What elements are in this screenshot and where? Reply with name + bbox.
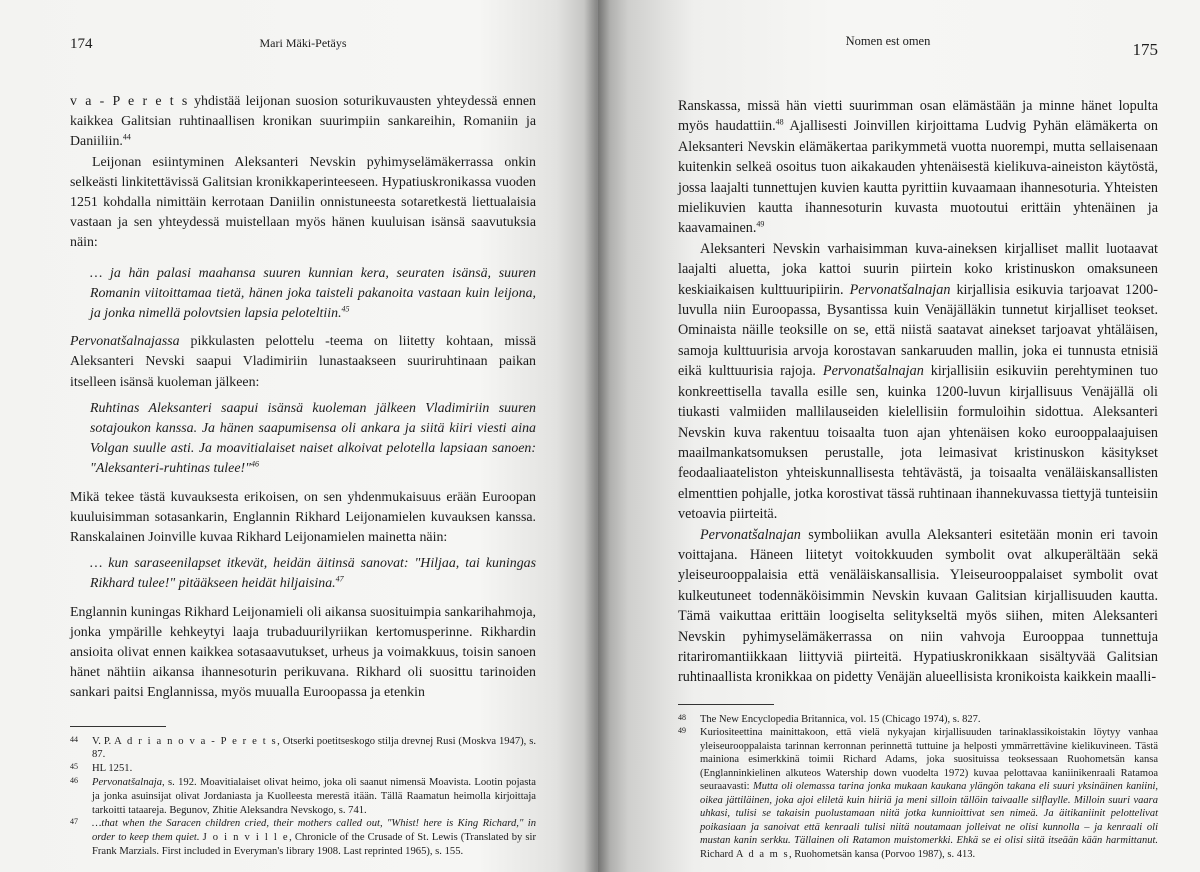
footnote-ref: 46	[250, 459, 259, 469]
italic-text: Pervonatšalnaja	[92, 777, 163, 789]
block-quote	[70, 554, 536, 594]
paragraph	[70, 332, 536, 393]
footnote-text	[700, 713, 1158, 727]
footnote-number: 44	[70, 734, 78, 744]
footnote-number: 45	[70, 762, 78, 772]
page-number-left: 174	[70, 36, 93, 52]
text-run: V. P.	[92, 735, 115, 747]
text-run: … ja hän palasi maahansa suuren kunnian kera, seuraten isänsä, suuren Romanin viitoittamaa tietä, hänen joka taisteli pakanoita vastaan kuin leijona, ja jonka nimellä polovtsien lapsia peloteltiin.	[90, 265, 536, 322]
left-footnotes	[70, 735, 536, 859]
italic-text: Pervonatšalnajassa	[70, 334, 180, 350]
paragraph	[70, 488, 536, 549]
text-run: , Otserki poetitseskogo stilja drevnej Rusi (Moskva 1947), s. 87.	[92, 735, 536, 761]
footnote-text	[92, 776, 536, 817]
footnote	[678, 713, 1158, 727]
footnote-rule-left	[70, 726, 166, 727]
italic-text: Mutta oli olemassa tarina jonka mukaan kaukana ylängön takana eli suuri yksinäinen kaniini, oikea jättiläinen, joka ajoi eliletä kuin hiiriä ja meni silloin tällöin taivaalle silflaylle. Milloin suuri vaara uhkasi, tulisi se takaisin puolustamaan niitä jotka kunnioittivat sen nimeä. Ja äitikaniinit pelottelivat poikasiaan ja sanoivat että kenraali tulisi niitä noutamaan jolleivat ne olisi kunnolla – ja kenraali oli mustan kanin serkku. Tällainen oli Ratamon muistomerkki. Ehkä se ei olisi siitä itseään kään harmittanut.	[700, 781, 1158, 847]
paragraph	[70, 603, 536, 704]
text-run: , Chronicle of the Crusade of St. Lewis (Translated by sir Frank Marzials. First included in Everyman's library 1908. Last reprinted 1965), s. 155.	[92, 832, 536, 858]
text-run: … kun saraseenilapset itkevät, heidän äitinsä sanovat: "Hiljaa, tai kuningas Rikhard tulee!" pitääkseen heidät hiljaisina.	[90, 556, 536, 592]
text-run: , s. 192. Moavitialaiset olivat heimo, joka oli saanut nimensä Moavista. Lootin pojasta ja jonka asuinsijat olivat Jordaniasta ja Kuolleesta merestä itään. Tällä Raamatun heimolla kirjoittaja tarkoitti tataareja. Begunov, Zhitie Aleksandra Nevskogo, s. 741.	[92, 777, 536, 816]
text-run: kirjallisia esikuvia tarjoavat 1200-luvulla niin Euroopassa, Bysantissa kuin Venäjälläkin tunnetut kirjalliset teokset. Ominaista näille teoksille on se, että niistä saatavat ainekset tarjoavat yhtäläisen, samoja kulttuurisia arvoja korostavan sankaruuden mallin, joka ei tunnusta etnisiä eikä kulttuurisia rajoja.	[678, 281, 1158, 380]
paragraph	[70, 153, 536, 254]
footnote-text	[92, 762, 536, 776]
page-number-right: 175	[1132, 40, 1158, 59]
block-quote	[70, 399, 536, 480]
footnote-ref: 47	[335, 574, 344, 584]
footnote-ref: 45	[341, 304, 350, 314]
text-run: symboliikan avulla Aleksanteri esitetään monin eri tavoin voittajana. Häneen liitetyt voitokkuuden symbolit ovat alkuperältään sekä yleiseurooppalaisia että venäläiskansallisia. Yleiseurooppalaiset symbolit ovat kulkeutuneet todennäköisimmin Nevskin kuvaan Galitsian kirjallisuuden kautta. Tämä vaikuttaa erittäin loogiselta selitykseltä myös siihen, miten Aleksanteri Nevskin pyhimyselämäkerrassa on niin vahvoja Eurooppaa tunnettuja ritariromantiikkaan liittyviä piirteitä. Hypatiuskronikkaan sisältyvää Galitsian ruhtinaallista kronikkaa on pidetty Venäjän alueellisista kronikoista kaikkein maalli-	[678, 526, 1158, 686]
footnote	[70, 735, 536, 763]
left-page-body	[70, 92, 536, 704]
footnote-text	[92, 735, 536, 763]
italic-text: Pervonatšalnajan	[822, 363, 924, 380]
spaced-name: A d a m s	[735, 848, 790, 860]
text-run: HL 1251.	[92, 763, 133, 775]
italic-text: Pervonatšalnajan	[849, 281, 951, 298]
footnote-ref: 44	[122, 132, 131, 142]
italic-text: Pervonatšalnajan	[700, 526, 801, 543]
paragraph	[70, 92, 536, 153]
spaced-name: J o i n v i l l e	[202, 832, 290, 844]
paragraph	[678, 239, 1158, 525]
text-run: Aleksanteri Nevskin varhaisimman kuva-aineksen kirjalliset mallit luotaavat laajalti aluetta, joka kattoi suurin piirtein koko kristinuskon omaksuneen keskiaikaisen kulttuuripiirin.	[678, 240, 1158, 298]
text-run: Richard	[700, 848, 736, 860]
text-run: Ranskassa, missä hän vietti suurimman osan elämästään ja minne hänet lopulta myös haudattiin.	[678, 98, 1158, 135]
footnote	[70, 817, 536, 858]
footnote-number: 46	[70, 776, 78, 786]
paragraph	[678, 525, 1158, 688]
book-gutter	[584, 0, 610, 872]
paragraph	[678, 96, 1158, 239]
footnote-ref: 49	[756, 219, 765, 229]
text-run: Ruhtinas Aleksanteri saapui isänsä kuoleman jälkeen Vladimiriin suuren sotajoukon kanssa. Ja hänen saapumisensa oli ankara ja siitä kiiri viesti aina Volgan suulle asti. Ja moavitialaiset naiset alkoivat pelotella lapsiaan sanoen: "Aleksanteri-ruhtinas tulee!"	[90, 400, 536, 477]
right-page-body	[678, 96, 1158, 688]
footnote	[678, 726, 1158, 861]
running-header-left	[70, 28, 536, 68]
text-run: kirjallisiin esikuviin perehtyminen tuo konkreettisella tavalla esille sen, kuinka 1200-luvun kirjallisuus Venäjällä oli tiukasti valmiiden mallilauseiden kielellisiin formuloihin sidottua. Aleksanteri Nevskin kuva rakentuu toisaalta tuon ajan yhtenäisen koko eurooppalaajuisen maailmankatsomuksen perustalle, jota leimasivat kristinuskon käsitykset feodaaliaateliston yhteiskunnallisesta tehtävästä, ja toisaalta venäläiskansallisten elmenttien pohjalle, jotka korostivat tässä ruhtinaan ihannekuvassa tiettyjä tunteisiin vetoavia piirteitä.	[678, 363, 1158, 523]
footnote-number: 47	[70, 817, 78, 827]
text-run: Ajallisesti Joinvillen kirjoittama Ludvig Pyhän elämäkerta on Aleksanteri Nevskin elämäkertaa parikymmetä vuotta nuorempi, mutta sellaisenaan kuitenkin selkeä osoitus tuon aikakauden yhtenäisestä kielikuva-aineiston käytöstä, jossa laajalti tunnettujen kuvien kautta pyrittiin kuvaamaan ihannesoturia. Yhteisten mielikuvien kautta ihannesoturin kuvasta muotoutui erittäin yhtenäinen ja kaavamainen.	[678, 118, 1158, 237]
block-quote	[70, 264, 536, 325]
text-run: Leijonan esiintyminen Aleksanteri Nevskin pyhimyselämäkerrassa onkin selkeästi linkitettävissä Galitsian kronikkaperinteeseen. Hypatiuskronikassa vuoden 1251 kohdalla nimittäin kerrotaan Daniilin onnistuneesta sotaretkestä liettualaisia vastaan ja sen yhteydessä muistellaan myös hänen kuuluisan isänsä saavutuksia näin:	[70, 154, 536, 251]
footnote	[70, 776, 536, 817]
text-run: Mikä tekee tästä kuvauksesta erikoisen, on sen yhdenmukaisuus erään Euroopan kuuluisimman sotasankarin, Englannin Rikhard Leijonamielen kuvauksen kanssa. Ranskalainen Joinville kuvaa Rikhard Leijonamielen mainetta näin:	[70, 489, 536, 546]
footnote-number: 48	[678, 712, 686, 722]
text-run: Kuriositeettina mainittakoon, että vielä nykyajan kirjallisuuden tarinaklassikoistakin löytyy vanhaa yleiseurooppalaista tarinnan kerronnan perinnettä tuttuine ja helposti ymmärrettävine kielikuvineen. Tästä mainiona esimerkkinä toimii Richard Adams, joka suosituissa teoksessaan Ruohometsän kansa (Englanninkielinen alkuteos Watership down vuodelta 1972) kuvaa pelottavaa kaniinikenraali Ratamoa seuraavasti:	[700, 727, 1158, 793]
footnote-text	[92, 817, 536, 858]
footnote	[70, 762, 536, 776]
footnote-text	[700, 726, 1158, 861]
footnote-rule-right	[678, 704, 774, 705]
spaced-name: v a - P e r e t s	[70, 94, 189, 109]
spaced-name: A d r i a n o v a - P e r e t s	[114, 735, 278, 747]
italic-text: …that when the Saracen children cried, their mothers called out, "Whist! here is King Richard," in order to keep them quiet.	[92, 818, 536, 844]
right-page	[598, 0, 1200, 872]
running-head-title: Nomen est omen	[845, 34, 931, 48]
text-run: Englannin kuningas Rikhard Leijonamieli oli aikansa suosituimpia sankarihahmoja, jonka ympärille kehkeytyi laaja trubaduurilyriikan kertomusperinne. Rikhardin ansioita olivat ennen kaikkea sotasaavutukset, urheus ja voimakkuus, toisin sanoen hänet nähtiin aikansa ihannesoturin perikuvana. Rikhard oli suosittu tarinoiden sankari paitsi Englannissa, myös muualla Euroopassa ja etenkin	[70, 604, 537, 701]
text-run: yhdistää leijonan suosion soturikuvausten yhteydessä ennen kaikkea Galitsian ruhtinaallisen kronikan suurimpiin sankareihin, Romaniin ja Daniiliin.	[70, 94, 537, 150]
text-run: , Ruohometsän kansa (Porvoo 1987), s. 413.	[789, 848, 976, 860]
running-head-author: Mari Mäki-Petäys	[259, 36, 347, 50]
footnote-ref: 48	[775, 117, 784, 127]
left-page	[0, 0, 598, 872]
running-header-right	[678, 28, 1158, 68]
right-footnotes	[678, 713, 1158, 862]
text-run: pikkulasten pelottelu -teema on liitetty kohtaan, missä Aleksanteri Nevski saapui Vladimiriin lunastaakseen suuriruhtinaan paikan itselleen isänsä kuoleman jälkeen:	[70, 334, 536, 390]
footnote-number: 49	[678, 726, 686, 736]
text-run: The New Encyclopedia Britannica, vol. 15 (Chicago 1974), s. 827.	[700, 713, 981, 725]
